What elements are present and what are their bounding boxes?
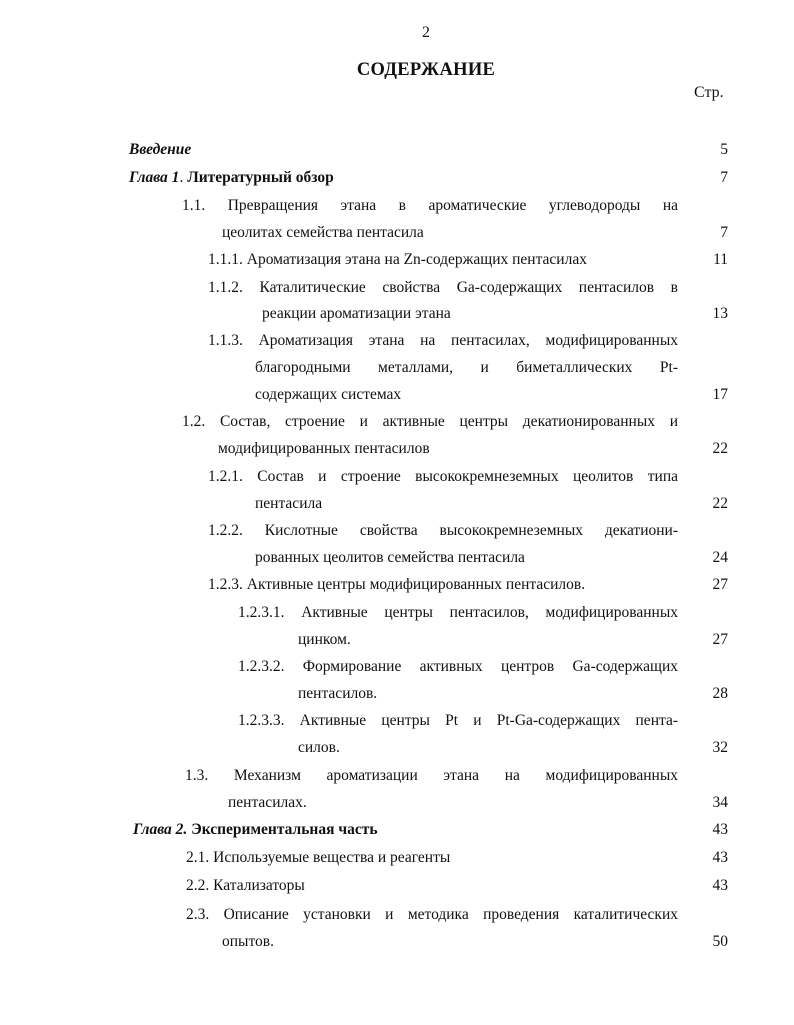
- page-title: СОДЕРЖАНИЕ: [356, 60, 496, 80]
- toc-1-2-3-3-line1: 1.2.3.3. Активные центры Pt и Pt-Ga-содержащих пента-: [238, 712, 678, 729]
- toc-1-1-2-line1: 1.1.2. Каталитические свойства Ga-содержащих пентасилов в: [208, 279, 678, 296]
- toc-page: 43: [712, 849, 728, 866]
- toc-1-1-3-line2: благородными металлами, и биметаллических Pt-: [255, 359, 678, 376]
- chapter-label: Экспериментальная часть: [187, 821, 378, 838]
- toc-page: 7: [720, 224, 728, 241]
- chapter-sep: .: [179, 169, 184, 186]
- toc-1-1-3-line3: содержащих системах: [255, 386, 402, 403]
- toc-1-2-3-1-line2: цинком.: [298, 631, 351, 648]
- toc-page: 32: [712, 739, 728, 756]
- toc-page: 27: [712, 576, 728, 593]
- toc-chapter-2: [133, 820, 378, 840]
- toc-1-2-2-line2: рованных цеолитов семейства пентасила: [255, 549, 525, 566]
- toc-page: 43: [712, 877, 728, 894]
- toc-1-2-line2: модифицированных пентасилов: [218, 440, 430, 457]
- toc-page: 22: [712, 495, 728, 512]
- toc-page: 11: [713, 251, 728, 268]
- toc-page: 28: [712, 685, 728, 702]
- page-column-label: Стр.: [694, 84, 724, 101]
- toc-1-2-3: 1.2.3. Активные центры модифицированных пентасилов.: [208, 576, 586, 593]
- toc-page: 17: [712, 386, 728, 403]
- chapter-prefix: Глава 1: [129, 169, 180, 186]
- toc-page: 24: [712, 549, 728, 566]
- toc-intro: Введение: [129, 141, 192, 158]
- chapter-prefix: Глава 2.: [133, 821, 188, 838]
- toc-chapter-1: [129, 168, 334, 188]
- page-number: 2: [422, 24, 430, 41]
- toc-2-2: 2.2. Катализаторы: [186, 877, 305, 894]
- toc-page: 27: [712, 631, 728, 648]
- toc-1-2-3-2-line1: 1.2.3.2. Формирование активных центров Ga-содержащих: [238, 658, 678, 675]
- toc-1-1-3-line1: 1.1.3. Ароматизация этана на пентасилах, модифицированных: [208, 332, 678, 349]
- toc-1-2-line1: 1.2. Состав, строение и активные центры декатионированных и: [182, 413, 678, 430]
- toc-2-1: 2.1. Используемые вещества и реагенты: [186, 849, 451, 866]
- toc-1-2-3-1-line1: 1.2.3.1. Активные центры пентасилов, модифицированных: [238, 604, 678, 621]
- chapter-label: Литературный обзор: [183, 169, 334, 186]
- toc-page: 5: [720, 141, 728, 158]
- toc-1-3-line2: пентасилах.: [228, 794, 307, 811]
- toc-2-3-line1: 2.3. Описание установки и методика проведения каталитических: [186, 906, 678, 923]
- toc-1-2-1-line1: 1.2.1. Состав и строение высококремнеземных цеолитов типа: [208, 468, 678, 485]
- toc-page: 34: [712, 794, 728, 811]
- toc-page: 50: [712, 933, 728, 950]
- toc-1-2-2-line1: 1.2.2. Кислотные свойства высококремнеземных декатиони-: [208, 522, 678, 539]
- toc-page: 13: [712, 305, 728, 322]
- toc-1-2-3-3-line2: силов.: [298, 739, 340, 756]
- toc-1-1-1: 1.1.1. Ароматизация этана на Zn-содержащих пентасилах: [208, 251, 587, 268]
- toc-1-2-3-2-line2: пентасилов.: [298, 685, 378, 702]
- toc-1-3-line1: 1.3. Механизм ароматизации этана на модифицированных: [185, 767, 678, 784]
- toc-page: 22: [712, 440, 728, 457]
- toc-1-2-1-line2: пентасила: [255, 495, 323, 512]
- toc-1-1-2-line2: реакции ароматизации этана: [262, 305, 451, 322]
- toc-1-1-line1: 1.1. Превращения этана в ароматические углеводороды на: [182, 197, 678, 214]
- toc-1-1-line2: цеолитах семейства пентасила: [222, 224, 424, 241]
- toc-page: 43: [712, 821, 728, 838]
- toc-2-3-line2: опытов.: [222, 933, 274, 950]
- toc-page: 7: [720, 169, 728, 186]
